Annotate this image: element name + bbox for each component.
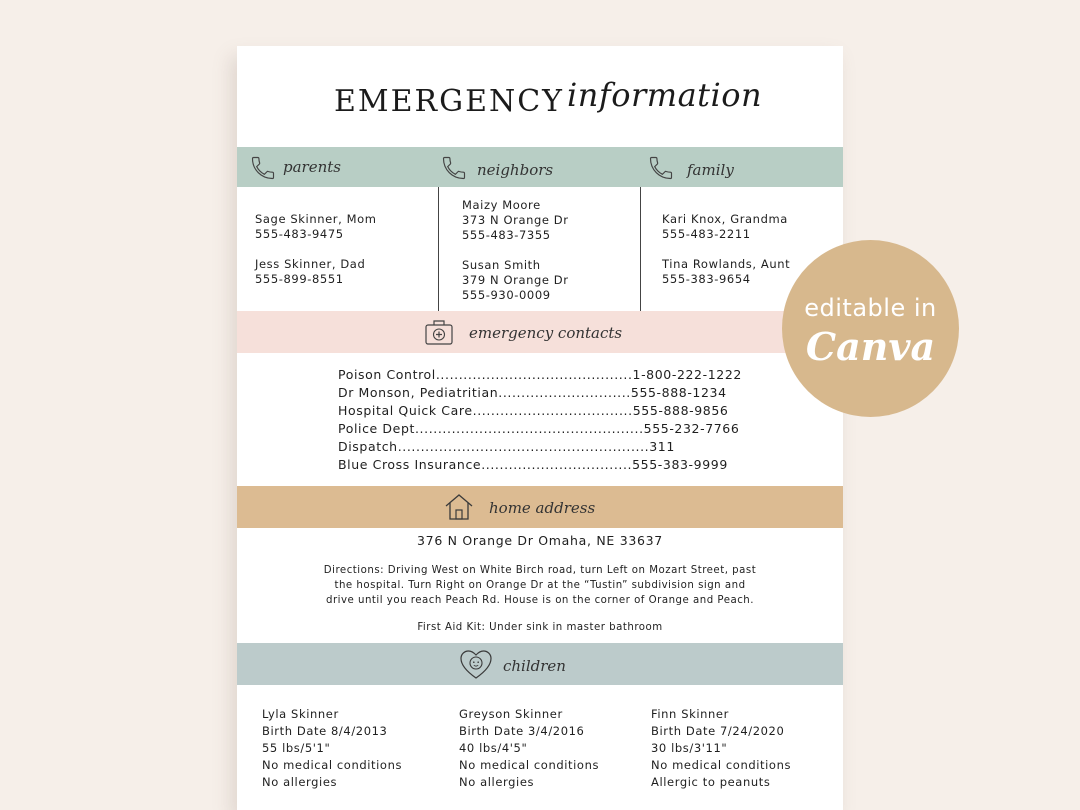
contact-row: Hospital Quick Care...................................555-888-9856 xyxy=(338,403,729,418)
family-name: Kari Knox, Grandma xyxy=(662,212,788,226)
family-phone: 555-483-2211 xyxy=(662,227,751,241)
emergency-contacts-heading: emergency contacts xyxy=(469,324,623,342)
contact-row: Dispatch.......................................................311 xyxy=(338,439,675,454)
baby-heart-icon xyxy=(458,646,494,682)
child-entry xyxy=(651,706,791,791)
neighbors-heading: neighbors xyxy=(477,161,554,179)
first-aid-kit-location: First Aid Kit: Under sink in master bathroom xyxy=(417,622,663,633)
parent-entry xyxy=(255,212,377,242)
neighbor-address: 379 N Orange Dr xyxy=(462,273,569,287)
neighbor-phone: 555-930-0009 xyxy=(462,288,551,302)
page-title: EMERGENCY xyxy=(334,84,564,119)
child-allergy: Allergic to peanuts xyxy=(651,775,771,789)
child-medical: No medical conditions xyxy=(459,758,600,772)
editable-in-canva-badge xyxy=(782,240,959,417)
child-size: 40 lbs/4'5" xyxy=(459,741,528,755)
child-medical: No medical conditions xyxy=(651,758,792,772)
phone-icon xyxy=(440,154,468,182)
child-birth-date: Birth Date 8/4/2013 xyxy=(262,724,388,738)
child-name: Finn Skinner xyxy=(651,707,729,721)
neighbor-name: Susan Smith xyxy=(462,258,541,272)
neighbor-address: 373 N Orange Dr xyxy=(462,213,569,227)
child-name: Lyla Skinner xyxy=(262,707,339,721)
column-divider xyxy=(640,187,641,311)
contacts-header-band xyxy=(237,147,843,187)
family-name: Tina Rowlands, Aunt xyxy=(662,257,791,271)
directions-line: the hospital. Turn Right on Orange Dr at the “Tustin” subdivision sign and xyxy=(334,580,746,591)
house-icon xyxy=(443,491,475,523)
family-entry xyxy=(662,257,790,287)
parents-heading: parents xyxy=(283,158,341,176)
child-entry xyxy=(459,706,599,791)
parent-entry xyxy=(255,257,365,287)
badge-line2: Canva xyxy=(805,324,936,369)
phone-icon xyxy=(647,154,675,182)
child-name: Greyson Skinner xyxy=(459,707,563,721)
parent-phone: 555-899-8551 xyxy=(255,272,344,286)
contact-row: Police Dept..................................................555-232-7766 xyxy=(338,421,740,436)
child-size: 30 lbs/3'11" xyxy=(651,741,728,755)
neighbor-entry xyxy=(462,198,569,243)
parent-name: Jess Skinner, Dad xyxy=(255,257,366,271)
child-allergy: No allergies xyxy=(262,775,338,789)
child-allergy: No allergies xyxy=(459,775,535,789)
column-divider xyxy=(438,187,439,311)
contact-row: Poison Control...........................................1-800-222-1222 xyxy=(338,367,742,382)
family-entry xyxy=(662,212,788,242)
children-band xyxy=(237,643,843,685)
neighbor-phone: 555-483-7355 xyxy=(462,228,551,242)
child-birth-date: Birth Date 7/24/2020 xyxy=(651,724,785,738)
child-birth-date: Birth Date 3/4/2016 xyxy=(459,724,585,738)
child-size: 55 lbs/5'1" xyxy=(262,741,331,755)
contacts-list xyxy=(338,366,742,474)
contact-row: Dr Monson, Pediatritian.............................555-888-1234 xyxy=(338,385,727,400)
first-aid-kit-icon xyxy=(423,316,455,348)
children-heading: children xyxy=(503,657,566,675)
emergency-contacts-band xyxy=(237,311,843,353)
child-entry xyxy=(262,706,402,791)
parent-name: Sage Skinner, Mom xyxy=(255,212,377,226)
home-address-heading: home address xyxy=(489,499,596,517)
directions-line: drive until you reach Peach Rd. House is on the corner of Orange and Peach. xyxy=(325,595,754,606)
contact-row: Blue Cross Insurance.................................555-383-9999 xyxy=(338,457,728,472)
phone-icon xyxy=(249,154,277,182)
family-heading: family xyxy=(687,161,734,179)
home-address: 376 N Orange Dr Omaha, NE 33637 xyxy=(417,533,663,548)
family-phone: 555-383-9654 xyxy=(662,272,751,286)
child-medical: No medical conditions xyxy=(262,758,403,772)
page-title-script: information xyxy=(567,76,763,114)
emergency-info-sheet xyxy=(237,46,843,810)
neighbor-name: Maizy Moore xyxy=(462,198,541,212)
home-address-band xyxy=(237,486,843,528)
directions-line: Directions: Driving West on White Birch road, turn Left on Mozart Street, past xyxy=(323,565,757,576)
badge-line1: editable in xyxy=(804,294,937,322)
directions xyxy=(237,563,843,608)
parent-phone: 555-483-9475 xyxy=(255,227,344,241)
neighbor-entry xyxy=(462,258,569,303)
